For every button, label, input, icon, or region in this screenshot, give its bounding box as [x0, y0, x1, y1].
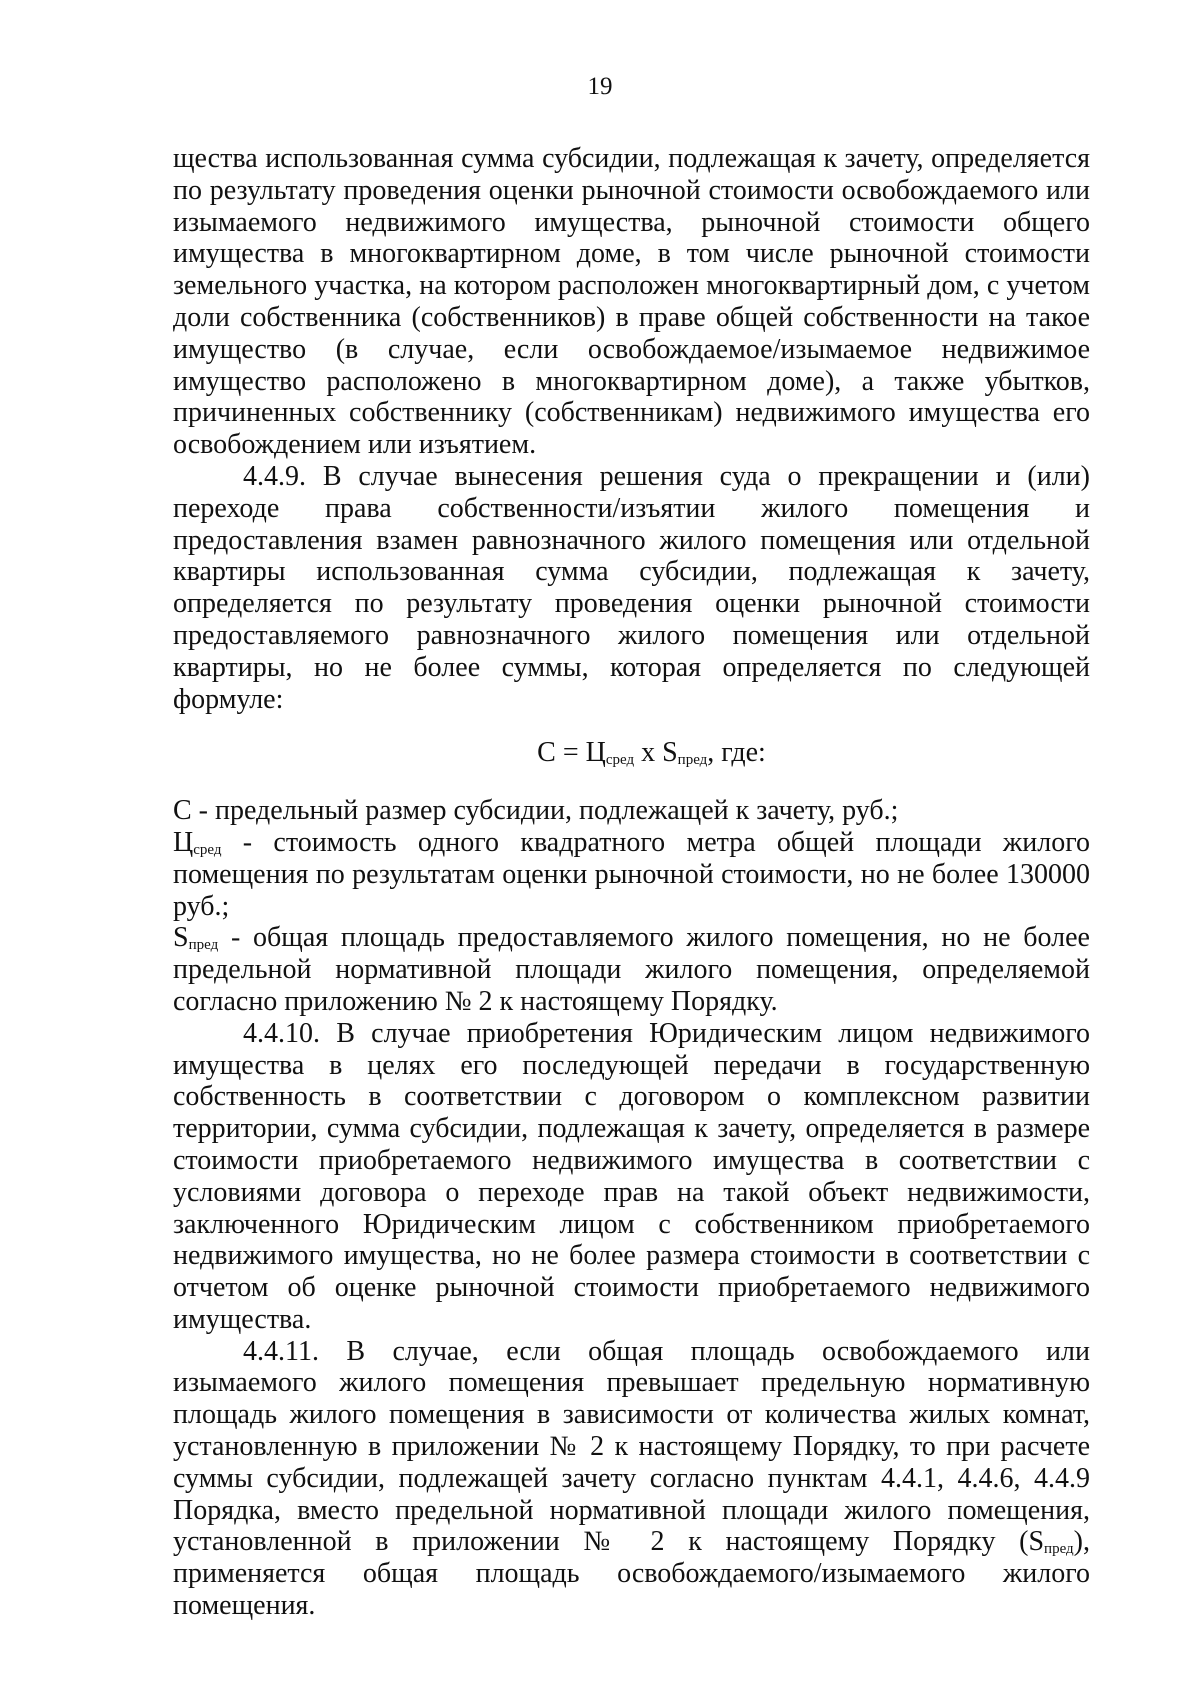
definition-c: С - предельный размер субсидии, подлежащей к зачету, руб.; — [173, 795, 899, 827]
definition-ts — [173, 827, 1090, 922]
definition-ts-text: - стоимость одного квадратного метра общей площади жилого помещения по результатам оценки рыночной стоимости, но не более 130000 руб.; — [173, 826, 1090, 922]
paragraph-4-4-11-text-after: ), применяется общая площадь освобождаемого/изымаемого жилого помещения. — [173, 1526, 1090, 1622]
paragraph-4-4-10: 4.4.10. В случае приобретения Юридическим лицом недвижимого имущества в целях его последующей передачи в государственную собственность в соответствии с договором о комплексном развитии территории, сумма субсидии, подлежащая к зачету, определяется в размере стоимости приобретаемого недвижимого имущества в соответствии с условиями договора о переходе прав на такой объект недвижимости, заключенного Юридическим лицом с собственником приобретаемого недвижимого имущества, но не более размера стоимости в соответствии с отчетом об оценке рыночной стоимости приобретаемого недвижимого имущества. — [173, 1017, 1090, 1335]
definition-ts-symbol: Ц — [173, 826, 194, 858]
definition-s-sub: пред — [188, 937, 219, 954]
paragraph-4-4-9: 4.4.9. В случае вынесения решения суда о прекращении и (или) переходе права собственности/изъятии жилого помещения и предоставления взамен равнозначного жилого помещения или отдельной квартиры использованная сумма субсидии, подлежащая к зачету, определяется по результату проведения оценки рыночной стоимости предоставляемого равнозначного жилого помещения или отдельной квартиры, но не более суммы, которая определяется по следующей формуле: — [173, 460, 1090, 715]
body-text — [173, 143, 1090, 1622]
formula-sub-pred: пред — [677, 752, 708, 769]
paragraph-4-4-11-text-before: 4.4.11. В случае, если общая площадь освобождаемого или изымаемого жилого помещения превышает предельную нормативную площадь жилого помещения в зависимости от количества жилых комнат, установленную в приложении № 2 к настоящему Порядку, то при расчете суммы субсидии, подлежащей зачету согласно пунктам 4.4.1, 4.4.6, 4.4.9 Порядка, вместо предельной нормативной площади жилого помещения, установленной в приложении № 2 к настоящему Порядку (S — [173, 1335, 1090, 1558]
page-number: 19 — [587, 73, 613, 100]
formula-sub-sred: сред — [605, 752, 635, 769]
formula-lhs: С = Ц — [537, 737, 606, 769]
paragraph-4-4-11 — [173, 1336, 1090, 1622]
definition-s-symbol: S — [173, 922, 189, 954]
definition-s — [173, 922, 1090, 1017]
paragraph-4-4-11-sub: пред — [1044, 1541, 1074, 1558]
definition-ts-sub: сред — [193, 841, 222, 858]
paragraph-continuation: щества использованная сумма субсидии, подлежащая к зачету, определяется по результату проведения оценки рыночной стоимости освобождаемого или изымаемого недвижимого имущества, рыночной стоимости общего имущества в многоквартирном доме, в том числе рыночной стоимости земельного участка, на котором расположен многоквартирный дом, с учетом доли собственника (собственников) в праве общей собственности на такое имущество (в случае, если освобождаемое/изымаемое недвижимое имущество расположено в многоквартирном доме), а также убытков, причиненных собственнику (собственникам) недвижимого имущества его освобождением или изъятием. — [173, 143, 1090, 461]
formula-mid: х S — [634, 737, 678, 769]
definition-s-text: - общая площадь предоставляемого жилого помещения, но не более предельной нормативной площади жилого помещения, определяемой согласно приложению № 2 к настоящему Порядку. — [173, 922, 1090, 1017]
formula — [173, 737, 1090, 769]
formula-rhs: , где: — [707, 737, 766, 769]
